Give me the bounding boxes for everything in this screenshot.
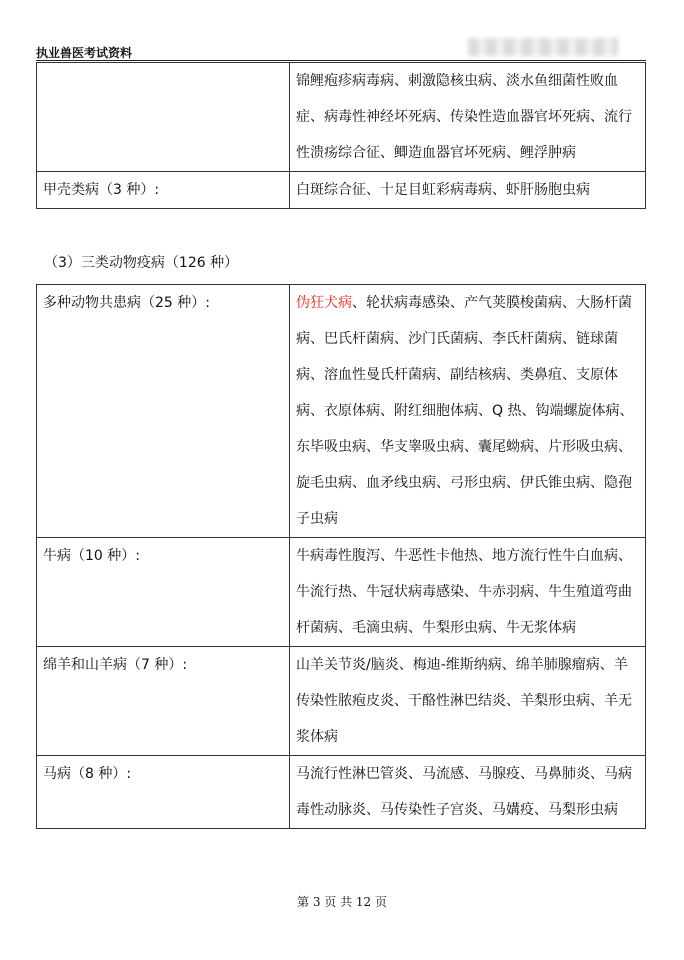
disease-list-cell	[290, 285, 646, 538]
table-row	[37, 285, 646, 538]
disease-list-text: 、轮状病毒感染、产气荚膜梭菌病、大肠杆菌病、巴氏杆菌病、沙门氏菌病、李氏杆菌病、链球菌病、溶血性曼氏杆菌病、副结核病、类鼻疽、支原体病、衣原体病、附红细胞体病、Q 热、钩端螺旋体病、东毕吸虫病、华支睾吸虫病、囊尾蚴病、片形吸虫病、旋毛虫病、血矛线虫病、弓形虫病、伊氏锥虫病、隐孢子虫病	[296, 295, 634, 527]
disease-list-cell: 马流行性淋巴管炎、马流感、马腺疫、马鼻肺炎、马病毒性动脉炎、马传染性子宫炎、马媾疫、马梨形虫病	[290, 756, 646, 829]
section-heading: （3）三类动物疫病（126 种）	[44, 255, 239, 271]
table-row	[37, 756, 646, 829]
header-divider	[36, 60, 646, 61]
table-row	[37, 538, 646, 647]
highlighted-disease: 伪狂犬病	[296, 295, 352, 311]
category-cell: 马病（8 种）:	[37, 756, 290, 829]
table-row	[37, 63, 646, 172]
category-cell	[37, 63, 290, 172]
category-cell: 牛病（10 种）:	[37, 538, 290, 647]
category-cell: 甲壳类病（3 种）:	[37, 172, 290, 209]
disease-list-cell: 山羊关节炎/脑炎、梅迪-维斯纳病、绵羊肺腺瘤病、羊传染性脓疱皮炎、干酪性淋巴结炎、羊梨形虫病、羊无浆体病	[290, 647, 646, 756]
disease-list-cell: 锦鲤疱疹病毒病、刺激隐核虫病、淡水鱼细菌性败血症、病毒性神经坏死病、传染性造血器官坏死病、流行性溃疡综合征、鲫造血器官坏死病、鲤浮肿病	[290, 63, 646, 172]
disease-list-cell: 牛病毒性腹泻、牛恶性卡他热、地方流行性牛白血病、牛流行热、牛冠状病毒感染、牛赤羽病、牛生殖道弯曲杆菌病、毛滴虫病、牛梨形虫病、牛无浆体病	[290, 538, 646, 647]
table-row	[37, 172, 646, 209]
page-number: 第 3 页 共 12 页	[297, 895, 387, 909]
disease-list-cell: 白斑综合征、十足目虹彩病毒病、虾肝肠胞虫病	[290, 172, 646, 209]
document-header-title: 执业兽医考试资料	[36, 46, 133, 60]
blurred-watermark	[468, 38, 618, 56]
disease-table-continued	[36, 62, 646, 209]
table-row	[37, 647, 646, 756]
category-cell: 多种动物共患病（25 种）:	[37, 285, 290, 538]
category-cell: 绵羊和山羊病（7 种）:	[37, 647, 290, 756]
class-three-disease-table	[36, 284, 646, 829]
